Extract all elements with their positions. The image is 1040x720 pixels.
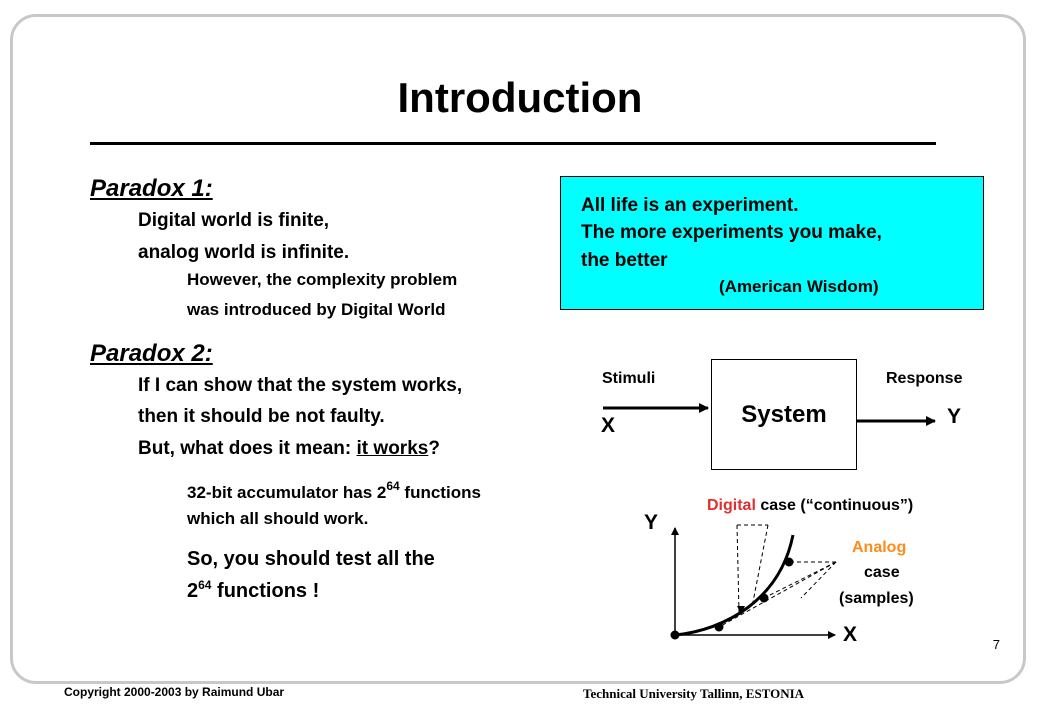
stimuli-label: Stimuli: [602, 370, 656, 387]
system-box: [711, 359, 857, 470]
page-number: 7: [992, 637, 1000, 652]
sample-point: [671, 631, 680, 640]
accumulator-line2: which all should work.: [187, 509, 369, 528]
system-label: System: [741, 400, 827, 428]
test-line1: So, you should test all the: [187, 548, 435, 570]
institution-text: Technical University Tallinn, ESTONIA: [583, 686, 805, 701]
test-line2-base: 2: [187, 580, 199, 602]
quote-line3: the better: [581, 250, 668, 271]
slide-title: Introduction: [397, 74, 643, 121]
copyright-text: Copyright 2000-2003 by Raimund Ubar: [64, 685, 285, 699]
x-axis-label: X: [843, 623, 858, 646]
test-exponent: 64: [198, 578, 212, 592]
output-variable: Y: [947, 405, 962, 428]
paradox1-line4: was introduced by Digital World: [187, 300, 446, 319]
quote-line2: The more experiments you make,: [581, 222, 882, 243]
analog-case-label: case: [864, 564, 900, 581]
quote-source: (American Wisdom): [719, 277, 879, 296]
accumulator-line1-prefix: 32-bit accumulator has 2: [187, 483, 387, 502]
digital-case-rest: case (“continuous”): [755, 497, 914, 514]
digital-word: Digital: [707, 497, 756, 514]
analog-word: Analog: [852, 539, 907, 556]
paradox1-line1: Digital world is finite,: [138, 210, 330, 231]
quote-line1: All life is an experiment.: [581, 195, 799, 216]
it-works-text: it works: [356, 438, 429, 459]
accumulator-exponent: 64: [386, 479, 400, 493]
paradox2-line1: If I can show that the system works,: [138, 375, 463, 396]
paradox2-line3-prefix: But, what does it mean:: [138, 438, 357, 459]
paradox2-line2: then it should be not faulty.: [138, 406, 385, 427]
input-variable: X: [601, 414, 616, 437]
response-label: Response: [886, 370, 963, 387]
analog-samples-label: (samples): [839, 590, 914, 607]
paradox2-heading: Paradox 2:: [90, 340, 213, 367]
y-axis-label: Y: [644, 511, 659, 534]
response-curve: [675, 535, 793, 635]
analog-callout-lines: [719, 562, 836, 627]
paradox2-line3-suffix: ?: [428, 438, 440, 459]
test-line2-suffix: functions !: [211, 580, 320, 602]
accumulator-line1-suffix: functions: [399, 483, 481, 502]
paradox1-line3: However, the complexity problem: [187, 270, 458, 289]
paradox1-heading: Paradox 1:: [90, 175, 213, 202]
paradox1-line2: analog world is infinite.: [138, 242, 350, 263]
digital-case-label: [707, 497, 913, 515]
